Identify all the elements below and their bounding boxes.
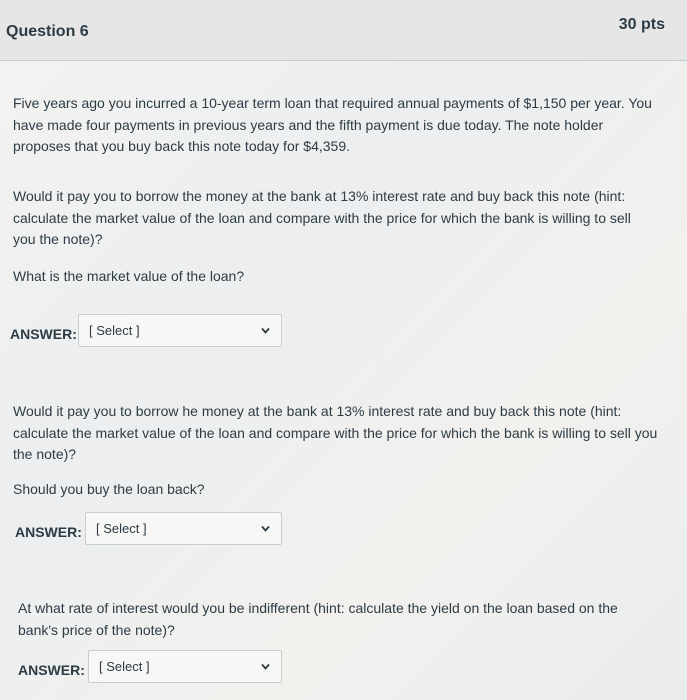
select-value: [ Select ] — [96, 521, 147, 536]
answer-row-1 — [10, 314, 282, 348]
answer-1-select[interactable] — [78, 314, 282, 347]
answer-2-select[interactable] — [85, 512, 282, 545]
part1-prompt: Would it pay you to borrow the money at the bank at 13% interest rate and buy back this note (hint: calculate the market value of the loan and compare with the price for which the bank is willing to sell you the note)? — [13, 188, 631, 247]
select-value: [ Select ] — [89, 323, 140, 338]
answer-row-2 — [15, 512, 282, 546]
answer-row-3 — [18, 650, 282, 684]
answer-label: ANSWER: — [10, 326, 77, 342]
chevron-down-icon — [260, 325, 271, 336]
question-title: Question 6 — [6, 23, 89, 40]
select-value: [ Select ] — [99, 659, 150, 674]
chevron-down-icon — [260, 661, 271, 672]
part3-prompt: At what rate of interest would you be indifferent (hint: calculate the yield on the loan based on the bank's price of the note)? — [18, 600, 618, 638]
question-body — [0, 61, 687, 700]
question-points: 30 pts — [618, 16, 665, 33]
answer-label: ANSWER: — [15, 524, 82, 540]
answer-3-select[interactable] — [88, 650, 282, 683]
part2-prompt: Would it pay you to borrow he money at the bank at 13% interest rate and buy back this note (hint: calculate the market value of the loan and compare with the price for which the bank is willing to sell you the note)? — [13, 403, 658, 462]
part1-question: What is the market value of the loan? — [13, 268, 245, 284]
chevron-down-icon — [260, 523, 271, 534]
part2-question: Should you buy the loan back? — [13, 481, 205, 497]
question-intro: Five years ago you incurred a 10-year term loan that required annual payments of $1,150 per year. You have made four payments in previous years and the fifth payment is due today. The note holder proposes that you buy back this note today for $4,359. — [13, 95, 652, 154]
answer-label: ANSWER: — [18, 662, 85, 678]
question-header — [0, 0, 687, 61]
